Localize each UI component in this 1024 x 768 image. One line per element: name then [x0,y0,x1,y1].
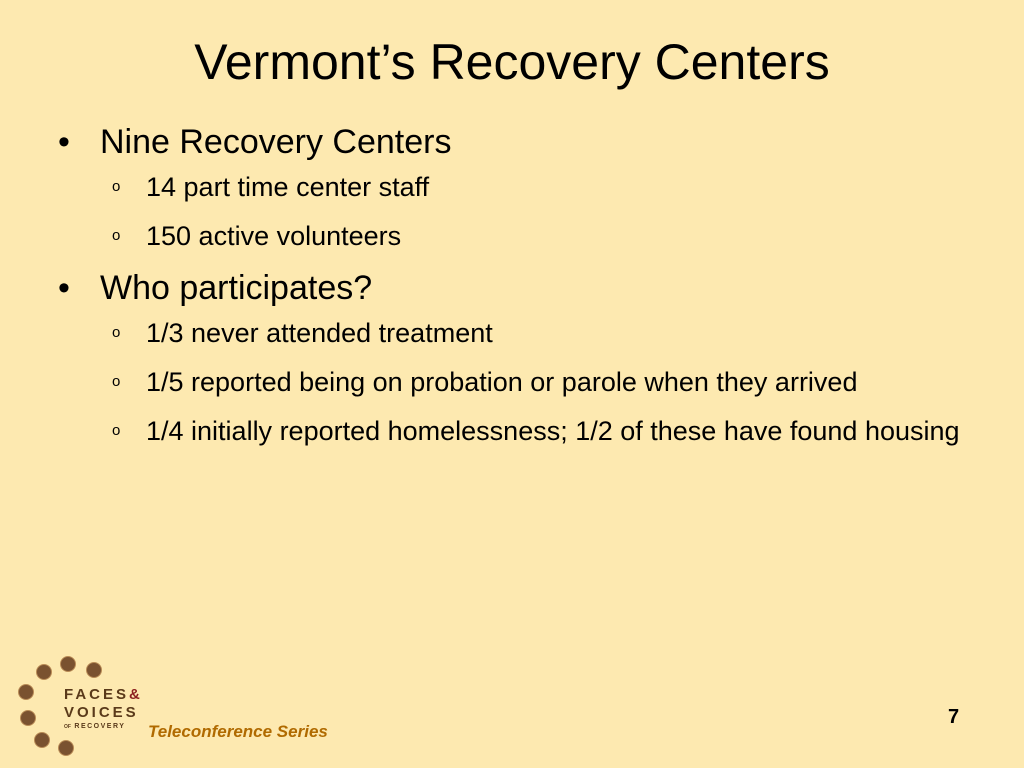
sub-bullet-item [58,217,978,255]
face-icon [36,664,52,680]
face-icon [86,662,102,678]
logo-line-2: VOICES [64,704,139,721]
sub-bullet-item [58,314,978,352]
sub-bullet-text: 14 part time center staff [146,172,430,202]
faces-voices-logo [14,652,144,762]
sub-bullet-icon: o [112,324,121,341]
face-icon [34,732,50,748]
bullet-icon: • [58,123,70,161]
series-label: Teleconference Series [148,722,328,741]
face-icon [18,684,34,700]
sub-bullet-text: 150 active volunteers [146,221,402,251]
logo-of: OF [64,724,71,730]
bullet-icon: • [58,269,70,307]
face-icon [60,656,76,672]
sub-bullet-text: 1/5 reported being on probation or parole when they arrived [146,367,858,397]
sub-bullet-item [58,363,978,401]
face-icon [20,710,36,726]
logo-faces: FACES [64,686,130,703]
sub-list [58,168,978,255]
bullet-item [58,266,978,310]
sub-bullet-item [58,412,978,450]
sub-bullet-icon: o [112,227,121,244]
logo-recovery: RECOVERY [74,723,126,730]
bullet-text: Who participates? [100,269,373,307]
sub-bullet-icon: o [112,422,121,439]
logo-ampersand: & [129,686,140,703]
sub-bullet-text: 1/4 initially reported homelessness; 1/2 of these have found housing [146,416,960,446]
sub-bullet-icon: o [112,178,121,195]
sub-bullet-item [58,168,978,206]
sub-list [58,314,978,450]
sub-bullet-text: 1/3 never attended treatment [146,318,493,348]
bullet-text: Nine Recovery Centers [100,123,452,161]
sub-bullet-icon: o [112,373,121,390]
slide-title: Vermont’s Recovery Centers [194,34,830,90]
face-icon [58,740,74,756]
bullet-item [58,120,978,164]
logo-line-1 [64,686,140,704]
logo-wordmark [64,686,140,732]
slide-content [58,120,978,461]
logo-line-3 [64,722,140,732]
page-number: 7 [948,706,960,728]
